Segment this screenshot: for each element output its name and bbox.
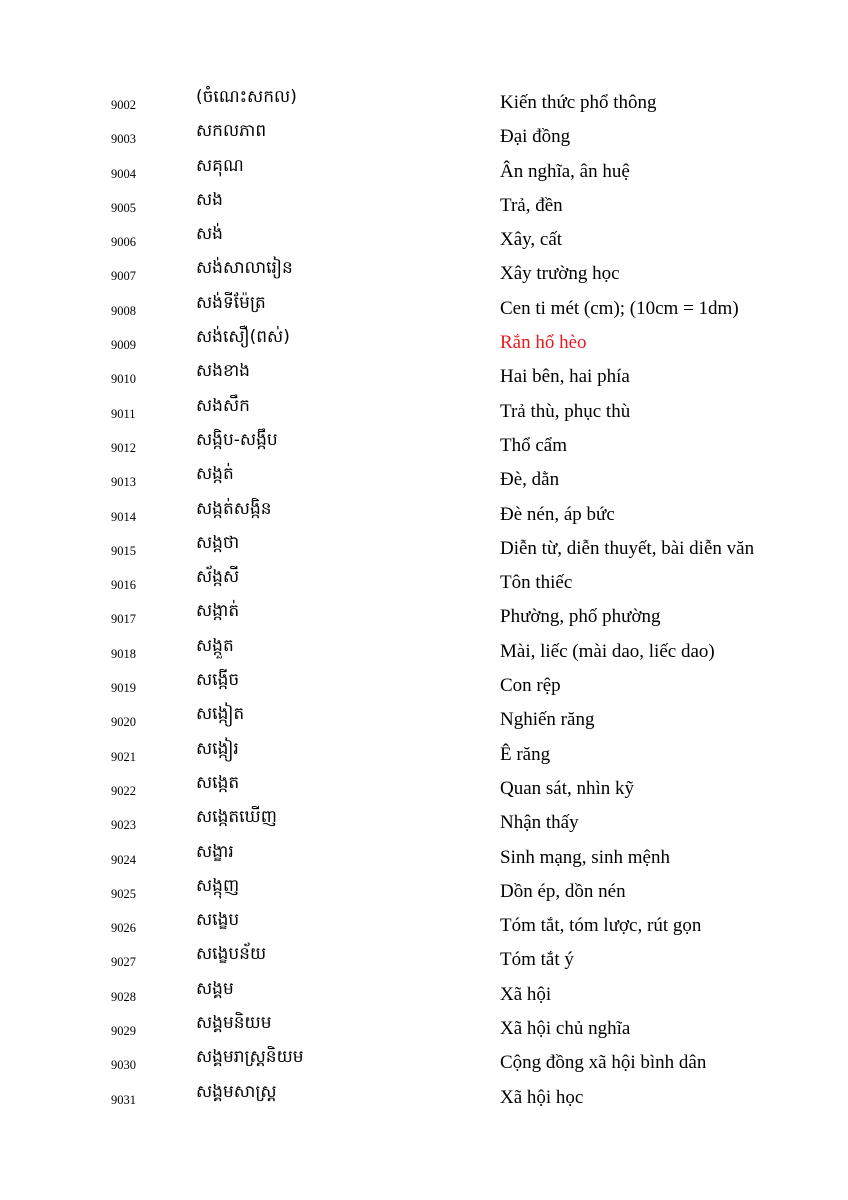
khmer-term: សង្កួត <box>196 635 234 656</box>
vietnamese-translation: Kiến thức phổ thông <box>500 92 657 113</box>
vietnamese-translation: Cộng đồng xã hội bình dân <box>500 1052 707 1074</box>
khmer-term: សង្កាត់ <box>196 601 240 622</box>
entry-number: 9016 <box>111 578 136 593</box>
entry-number: 9012 <box>111 440 136 455</box>
khmer-term: សង្គមរាស្ត្រនិយម <box>196 1047 304 1068</box>
dictionary-entry-row <box>0 429 848 463</box>
vietnamese-translation: Xã hội học <box>500 1086 584 1108</box>
dictionary-entry-row <box>0 978 848 1012</box>
entry-number: 9021 <box>111 749 136 764</box>
dictionary-entry-row <box>0 257 848 291</box>
dictionary-entry-row <box>0 498 848 532</box>
entry-number: 9011 <box>111 406 136 421</box>
dictionary-entry-row <box>0 875 848 909</box>
entry-number: 9002 <box>111 98 136 112</box>
entry-number: 9004 <box>111 166 136 181</box>
khmer-term: សង <box>196 189 223 210</box>
dictionary-entry-row <box>0 738 848 772</box>
entry-number: 9013 <box>111 475 136 490</box>
khmer-term: សង្កៀរ <box>196 738 239 759</box>
vietnamese-translation: Rắn hổ hèo <box>500 332 587 354</box>
entry-number: 9009 <box>111 338 136 353</box>
vietnamese-translation: Quan sát, nhìn kỹ <box>500 777 635 799</box>
khmer-term: សងខាង <box>196 361 250 382</box>
vietnamese-translation: Tôn thiếc <box>500 572 573 594</box>
dictionary-entry-row <box>0 1046 848 1080</box>
khmer-term: សង្គម <box>196 978 234 999</box>
khmer-term: ស័ង្កសី <box>196 567 240 588</box>
vietnamese-translation: Ân nghĩa, ân huệ <box>500 160 630 182</box>
vietnamese-translation: Đè nén, áp bức <box>500 503 615 525</box>
entry-number: 9003 <box>111 132 136 147</box>
entry-number: 9023 <box>111 818 136 833</box>
dictionary-entry-row <box>0 806 848 840</box>
vietnamese-translation: Tóm tắt, tóm lược, rút gọn <box>500 915 702 937</box>
dictionary-entry-row <box>0 360 848 394</box>
vietnamese-translation: Sinh mạng, sinh mệnh <box>500 846 670 868</box>
dictionary-entry-row <box>0 1081 848 1115</box>
vietnamese-translation: Con rệp <box>500 675 561 697</box>
entry-number: 9014 <box>111 509 136 524</box>
khmer-term: សង្គមនិយម <box>196 1013 272 1034</box>
entry-number: 9006 <box>111 235 136 250</box>
vietnamese-translation: Nhận thấy <box>500 812 579 834</box>
khmer-term: សង់សឿ(ពស់) <box>196 327 290 348</box>
vietnamese-translation: Diễn từ, diễn thuyết, bài diễn văn <box>500 537 755 559</box>
dictionary-entries <box>0 86 848 1115</box>
khmer-term: សង្កេត <box>196 772 240 793</box>
dictionary-entry-row <box>0 292 848 326</box>
entry-number: 9018 <box>111 646 136 661</box>
vietnamese-translation: Thổ cẩm <box>500 434 568 456</box>
dictionary-entry-row <box>0 189 848 223</box>
dictionary-entry-row <box>0 86 848 120</box>
entry-number: 9015 <box>111 543 136 558</box>
khmer-term: សង់ <box>196 224 223 245</box>
vietnamese-translation: Trả, đền <box>500 194 563 216</box>
entry-number: 9022 <box>111 783 136 798</box>
entry-number: 9020 <box>111 715 136 730</box>
khmer-term: សង្កត់ <box>196 464 234 485</box>
dictionary-entry-row <box>0 1012 848 1046</box>
dictionary-entry-row <box>0 532 848 566</box>
khmer-term: សង្គមសាស្ត្រ <box>196 1081 277 1102</box>
khmer-term: សង្កេតឃើញ <box>196 807 277 828</box>
dictionary-entry-row <box>0 943 848 977</box>
vietnamese-translation: Xây, cất <box>500 229 563 251</box>
dictionary-entry-row <box>0 120 848 154</box>
dictionary-entry-row <box>0 566 848 600</box>
khmer-term: សង់សាលារៀន <box>196 258 293 279</box>
khmer-term: សងសឹក <box>196 395 250 416</box>
entry-number: 9010 <box>111 372 136 387</box>
vietnamese-translation: Trả thù, phục thù <box>500 400 631 422</box>
entry-number: 9017 <box>111 612 136 627</box>
khmer-term: សគុណ <box>196 155 244 176</box>
dictionary-entry-row <box>0 395 848 429</box>
vietnamese-translation: Ê răng <box>500 743 551 765</box>
entry-number: 9025 <box>111 886 136 901</box>
khmer-term: សង្កត់សង្កិន <box>196 498 272 519</box>
khmer-term: សង្ខេប <box>196 910 240 931</box>
entry-number: 9007 <box>111 269 136 284</box>
khmer-term: (ចំណេះសកល) <box>196 87 297 107</box>
entry-number: 9030 <box>111 1058 136 1073</box>
entry-number: 9008 <box>111 303 136 318</box>
entry-number: 9019 <box>111 681 136 696</box>
dictionary-entry-row <box>0 463 848 497</box>
dictionary-entry-row <box>0 635 848 669</box>
vietnamese-translation: Hai bên, hai phía <box>500 366 630 388</box>
dictionary-entry-row <box>0 669 848 703</box>
dictionary-entry-row <box>0 600 848 634</box>
khmer-term: សង្កថា <box>196 532 240 553</box>
vietnamese-translation: Nghiến răng <box>500 709 595 731</box>
entry-number: 9026 <box>111 921 136 936</box>
vietnamese-translation: Xã hội <box>500 983 552 1005</box>
entry-number: 9031 <box>111 1092 136 1107</box>
khmer-term: សង់ទីម៉ែត្រ <box>196 292 266 313</box>
entry-number: 9005 <box>111 200 136 215</box>
dictionary-entry-row <box>0 703 848 737</box>
khmer-term: សង្ខេបន័យ <box>196 944 267 965</box>
vietnamese-translation: Cen ti mét (cm); (10cm = 1dm) <box>500 297 739 319</box>
dictionary-entry-row <box>0 155 848 189</box>
vietnamese-translation: Đè, dằn <box>500 469 560 491</box>
entry-number: 9027 <box>111 955 136 970</box>
vietnamese-translation: Xã hội chủ nghĩa <box>500 1018 631 1040</box>
vietnamese-translation: Xây trường học <box>500 263 620 285</box>
khmer-term: សង្កៀត <box>196 704 245 725</box>
dictionary-entry-row <box>0 909 848 943</box>
khmer-term: សង្កុញ <box>196 875 240 896</box>
khmer-term: សង្ខារ <box>196 841 234 862</box>
khmer-term: សង្កើច <box>196 670 240 691</box>
vietnamese-translation: Mài, liếc (mài dao, liếc dao) <box>500 640 715 662</box>
dictionary-entry-row <box>0 841 848 875</box>
dictionary-entry-row <box>0 772 848 806</box>
dictionary-entry-row <box>0 223 848 257</box>
vietnamese-translation: Dồn ép, dồn nén <box>500 880 626 902</box>
vietnamese-translation: Phường, phố phường <box>500 606 661 628</box>
khmer-term: សង្កិប-សង្កឹប <box>196 429 278 450</box>
entry-number: 9028 <box>111 989 136 1004</box>
dictionary-entry-row <box>0 326 848 360</box>
entry-number: 9024 <box>111 852 136 867</box>
entry-number: 9029 <box>111 1024 136 1039</box>
khmer-term: សកលភាព <box>196 121 267 142</box>
vietnamese-translation: Đại đồng <box>500 126 571 148</box>
vietnamese-translation: Tóm tắt ý <box>500 949 574 971</box>
